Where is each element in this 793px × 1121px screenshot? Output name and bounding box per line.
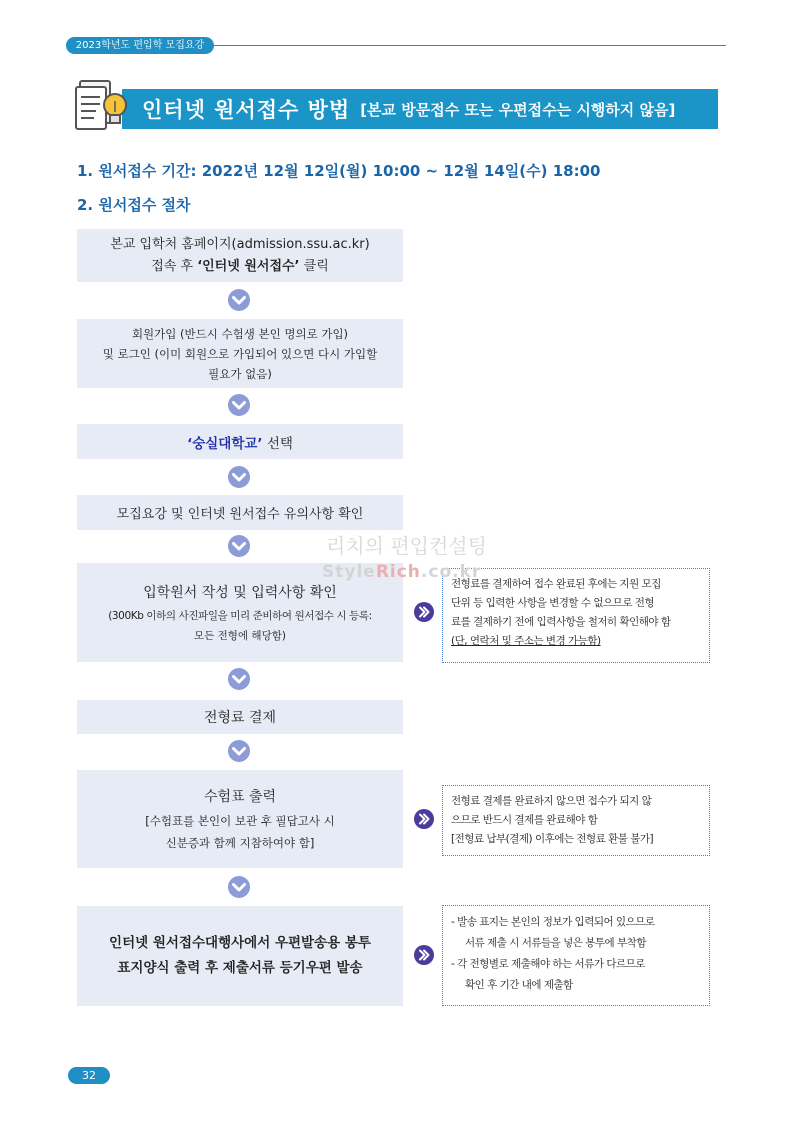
note-3-line4: 확인 후 기간 내에 제출함 xyxy=(465,979,573,991)
step-3-line: ‘숭실대학교’ 선택 xyxy=(187,435,293,452)
arrow-right-icon xyxy=(413,601,435,623)
step-1-highlight: ‘인터넷 원서접수’ xyxy=(197,258,300,274)
note-1-line3: 료를 결제하기 전에 입력사항을 철저히 확인해야 함 xyxy=(451,616,671,628)
step-2-line2: 및 로그인 (이미 회원으로 가입되어 있으면 다시 가입할 xyxy=(102,346,378,361)
step-4-box xyxy=(77,495,403,530)
title-bar xyxy=(122,89,718,129)
step-7-line1: 수험표 출력 xyxy=(203,789,277,805)
step-5-line1: 입학원서 작성 및 입력사항 확인 xyxy=(143,584,337,601)
step-4-line1: 모집요강 및 인터넷 원서접수 유의사항 확인 xyxy=(116,507,364,522)
step-3-highlight: ‘숭실대학교’ xyxy=(187,435,263,452)
step-1-line2: 접속 후 ‘인터넷 원서접수’ 클릭 xyxy=(151,258,329,274)
page-subtitle: [본교 방문접수 또는 우편접수는 시행하지 않음] xyxy=(360,100,676,119)
note-payment-warning xyxy=(442,568,710,663)
note-2-line1: 전형료 결제를 완료하지 않으면 접수가 되지 않 xyxy=(451,795,652,807)
step-7-box xyxy=(77,770,403,868)
note-2-line2: 으므로 반드시 결제를 완료해야 함 xyxy=(451,814,598,826)
step-7-line2: [수험표를 본인이 보관 후 필답고사 시 xyxy=(145,814,335,828)
watermark-site: StyleRich.co.kr xyxy=(322,562,482,582)
page-title: 인터넷 원서접수 방법 xyxy=(142,98,351,122)
chevron-down-icon xyxy=(227,875,251,899)
step-8-line2: 표지양식 출력 후 제출서류 등기우편 발송 xyxy=(117,960,363,976)
page-number: 32 xyxy=(68,1067,110,1084)
chevron-down-icon xyxy=(227,667,251,691)
step-2-line3: 필요가 없음) xyxy=(208,366,272,381)
section-1-period: 1. 원서접수 기간: 2022년 12월 12일(월) 10:00 ~ 12월 14일(수) 18:00 xyxy=(77,162,601,180)
watermark-korean: 리치의 편입컨설팅 xyxy=(326,534,487,558)
header-label: 2023학년도 편입학 모집요강 xyxy=(66,37,214,54)
header-rule xyxy=(214,45,726,46)
step-6-box xyxy=(77,700,403,734)
step-5-line3: 모든 전형에 해당함) xyxy=(194,629,286,642)
chevron-down-icon xyxy=(227,739,251,763)
note-1-line1: 전형료를 결제하여 접수 완료된 후에는 지원 모집 xyxy=(451,578,661,590)
note-1-line2: 단위 등 입력한 사항을 변경할 수 없으므로 전형 xyxy=(451,597,655,609)
note-2-line3: [전형료 납부(결제) 이후에는 전형료 환불 불가] xyxy=(451,833,654,845)
section-2-procedure: 2. 원서접수 절차 xyxy=(77,196,191,214)
step-6-line1: 전형료 결제 xyxy=(203,710,277,726)
step-3-box xyxy=(77,424,403,459)
step-7-line3: 신분증과 함께 지참하여야 함] xyxy=(165,836,315,850)
chevron-down-icon xyxy=(227,465,251,489)
step-2-box xyxy=(77,319,403,388)
step-5-line2: (300Kb 이하의 사진파일을 미리 준비하여 원서접수 시 등록: xyxy=(108,609,372,622)
step-8-line1: 인터넷 원서접수대행사에서 우편발송용 봉투 xyxy=(109,935,371,951)
note-3-line2: 서류 제출 시 서류들을 넣은 봉투에 부착함 xyxy=(465,937,646,949)
note-payment-required xyxy=(442,785,710,856)
chevron-down-icon xyxy=(227,393,251,417)
note-3-line1: - 발송 표지는 본인의 정보가 입력되어 있으므로 xyxy=(451,916,655,928)
note-3-line3: - 각 전형별로 제출해야 하는 서류가 다르므로 xyxy=(451,958,645,970)
arrow-right-icon xyxy=(413,808,435,830)
arrow-right-icon xyxy=(413,944,435,966)
step-8-box xyxy=(77,906,403,1006)
note-1-line4: (단, 연락처 및 주소는 변경 가능함) xyxy=(451,635,601,647)
chevron-down-icon xyxy=(227,288,251,312)
note-mailing-instructions xyxy=(442,905,710,1006)
document-lightbulb-icon xyxy=(74,75,132,131)
chevron-down-icon xyxy=(227,534,251,558)
step-1-line1: 본교 입학처 홈페이지(admission.ssu.ac.kr) xyxy=(110,236,370,252)
step-1-box xyxy=(77,229,403,282)
step-2-line1: 회원가입 (반드시 수험생 본인 명의로 가입) xyxy=(131,326,349,341)
